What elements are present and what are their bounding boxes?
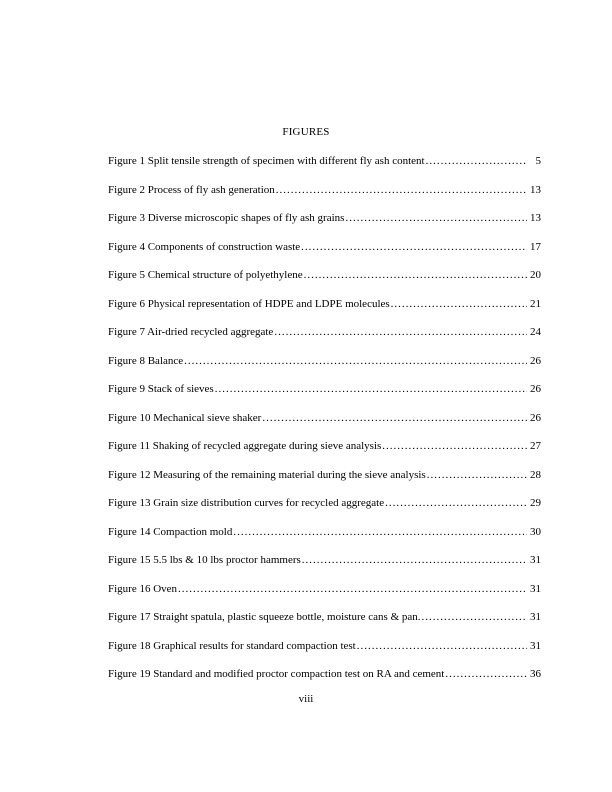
figure-entry bbox=[108, 525, 541, 554]
dot-leader bbox=[427, 468, 527, 482]
figure-entry-label: Figure 14 Compaction mold bbox=[108, 525, 233, 538]
figure-entry-page: 26 bbox=[530, 383, 541, 395]
dot-leader bbox=[215, 382, 527, 396]
figure-entry-page: 31 bbox=[530, 639, 541, 652]
dot-leader bbox=[178, 582, 527, 596]
figure-entry bbox=[108, 325, 541, 354]
figure-entry-page: 31 bbox=[530, 582, 541, 595]
figure-entry-label: Figure 5 Chemical structure of polyethylene bbox=[108, 269, 303, 281]
figure-entry-page: 29 bbox=[530, 497, 541, 509]
figure-entry bbox=[108, 610, 541, 639]
figure-entry-label: Figure 19 Standard and modified proctor compaction test on RA and cement bbox=[108, 668, 445, 680]
dot-leader bbox=[357, 639, 527, 653]
dot-leader bbox=[302, 553, 527, 567]
figure-entry bbox=[108, 297, 541, 326]
dot-leader bbox=[391, 297, 527, 311]
figure-entry-page: 17 bbox=[530, 240, 541, 253]
dot-leader bbox=[233, 525, 527, 539]
figure-entry-label: Figure 3 Diverse microscopic shapes of fly ash grains bbox=[108, 212, 345, 224]
figure-entry-page: 24 bbox=[530, 326, 541, 338]
figure-entry-page: 28 bbox=[530, 468, 541, 481]
figure-entry-page: 5 bbox=[535, 155, 541, 167]
figure-entry bbox=[108, 496, 541, 525]
figure-entry-page: 36 bbox=[530, 668, 541, 680]
figure-entry bbox=[108, 268, 541, 297]
figure-entry-page: 21 bbox=[530, 297, 541, 310]
figure-entry bbox=[108, 553, 541, 582]
dot-leader bbox=[426, 154, 527, 168]
figure-entry bbox=[108, 211, 541, 240]
figure-entry bbox=[108, 468, 541, 497]
figure-entry bbox=[108, 582, 541, 611]
figure-entry-label: Figure 7 Air-dried recycled aggregate bbox=[108, 326, 274, 338]
figure-entry-page: 31 bbox=[530, 554, 541, 566]
figure-entry-label: Figure 16 Oven bbox=[108, 582, 178, 595]
dot-leader bbox=[445, 667, 527, 681]
figure-entry-label: Figure 6 Physical representation of HDPE and LDPE molecules bbox=[108, 297, 390, 310]
figure-entry bbox=[108, 382, 541, 411]
figure-entry bbox=[108, 154, 541, 183]
dot-leader bbox=[382, 439, 527, 453]
figure-entry-page: 26 bbox=[530, 411, 541, 424]
dot-leader bbox=[385, 496, 527, 510]
dot-leader bbox=[262, 411, 527, 425]
figure-entry-label: Figure 2 Process of fly ash generation bbox=[108, 183, 275, 196]
figure-entry-page: 26 bbox=[530, 354, 541, 367]
figures-list bbox=[108, 154, 541, 696]
figure-entry bbox=[108, 411, 541, 440]
figure-entry bbox=[108, 240, 541, 269]
figure-entry-page: 13 bbox=[530, 212, 541, 224]
figure-entry bbox=[108, 667, 541, 696]
figure-entry bbox=[108, 354, 541, 383]
page-number: viii bbox=[298, 693, 314, 705]
dot-leader bbox=[276, 183, 527, 197]
figure-entry-label: Figure 18 Graphical results for standard compaction test bbox=[108, 639, 356, 652]
figure-entry-label: Figure 8 Balance bbox=[108, 354, 184, 367]
dot-leader bbox=[301, 240, 527, 254]
figure-entry bbox=[108, 183, 541, 212]
dot-leader bbox=[422, 610, 527, 624]
figure-entry-label: Figure 10 Mechanical sieve shaker bbox=[108, 411, 262, 424]
figure-entry-label: Figure 13 Grain size distribution curves for recycled aggregate bbox=[108, 497, 385, 509]
dot-leader bbox=[184, 354, 527, 368]
dot-leader bbox=[304, 268, 527, 282]
figure-entry-label: Figure 15 5.5 lbs & 10 lbs proctor hammers bbox=[108, 554, 301, 566]
figure-entry-label: Figure 11 Shaking of recycled aggregate during sieve analysis bbox=[108, 440, 382, 452]
figure-entry-page: 13 bbox=[530, 183, 541, 196]
figure-entry-page: 27 bbox=[530, 440, 541, 452]
dot-leader bbox=[274, 325, 527, 339]
figure-entry-page: 20 bbox=[530, 269, 541, 281]
page-title: FIGURES bbox=[282, 126, 330, 138]
figure-entry-label: Figure 1 Split tensile strength of specimen with different fly ash content bbox=[108, 155, 425, 167]
figure-entry-page: 30 bbox=[530, 525, 541, 538]
figure-entry-label: Figure 4 Components of construction waste bbox=[108, 240, 301, 253]
figure-entry-label: Figure 9 Stack of sieves bbox=[108, 383, 214, 395]
figure-entry-page: 31 bbox=[530, 611, 541, 623]
figure-entry bbox=[108, 639, 541, 668]
figure-entry-label: Figure 17 Straight spatula, plastic squeeze bottle, moisture cans & pan. bbox=[108, 611, 421, 623]
figure-entry bbox=[108, 439, 541, 468]
figure-entry-label: Figure 12 Measuring of the remaining material during the sieve analysis bbox=[108, 468, 426, 481]
dot-leader bbox=[345, 211, 527, 225]
